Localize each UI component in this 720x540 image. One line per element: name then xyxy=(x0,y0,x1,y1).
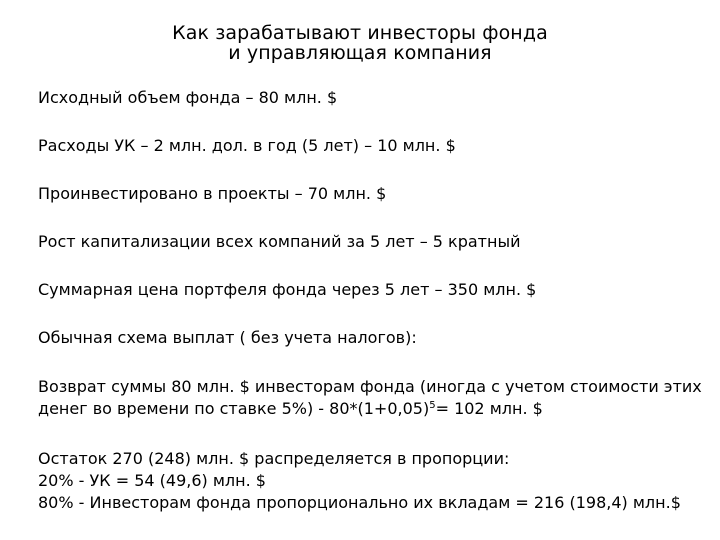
initial-fund-text: Исходный объем фонда – 80 млн. $ xyxy=(38,88,338,107)
growth-text: Рост капитализации всех компаний за 5 лет – 5 кратный xyxy=(38,232,521,251)
return-formula-result: = 102 млн. $ xyxy=(435,399,543,418)
return-text-line-1: Возврат суммы 80 млн. $ инвесторам фонда (иногда с учетом стоимости этих xyxy=(38,377,702,396)
share-uk-text: 20% - УК = 54 (49,6) млн. $ xyxy=(38,471,266,490)
return-formula-prefix: денег во времени по ставке 5%) - 80*(1+0,05) xyxy=(38,399,430,418)
share-investors-text: 80% - Инвесторам фонда пропорционально их вкладам = 216 (198,4) млн.$ xyxy=(38,493,681,512)
remainder-text: Остаток 270 (248) млн. $ распределяется в пропорции: xyxy=(38,449,510,468)
management-expenses-text: Расходы УК – 2 млн. дол. в год (5 лет) – 10 млн. $ xyxy=(38,136,456,155)
payout-scheme-text: Обычная схема выплат ( без учета налогов): xyxy=(38,328,417,347)
title-line-2: и управляющая компания xyxy=(228,42,492,64)
return-formula-exponent: 5 xyxy=(429,400,436,411)
title-line-1: Как зарабатывают инвесторы фонда xyxy=(172,22,548,44)
return-text-line-2 xyxy=(38,399,543,419)
invested-text: Проинвестировано в проекты – 70 млн. $ xyxy=(38,184,387,203)
portfolio-value-text: Суммарная цена портфеля фонда через 5 лет – 350 млн. $ xyxy=(38,280,537,299)
